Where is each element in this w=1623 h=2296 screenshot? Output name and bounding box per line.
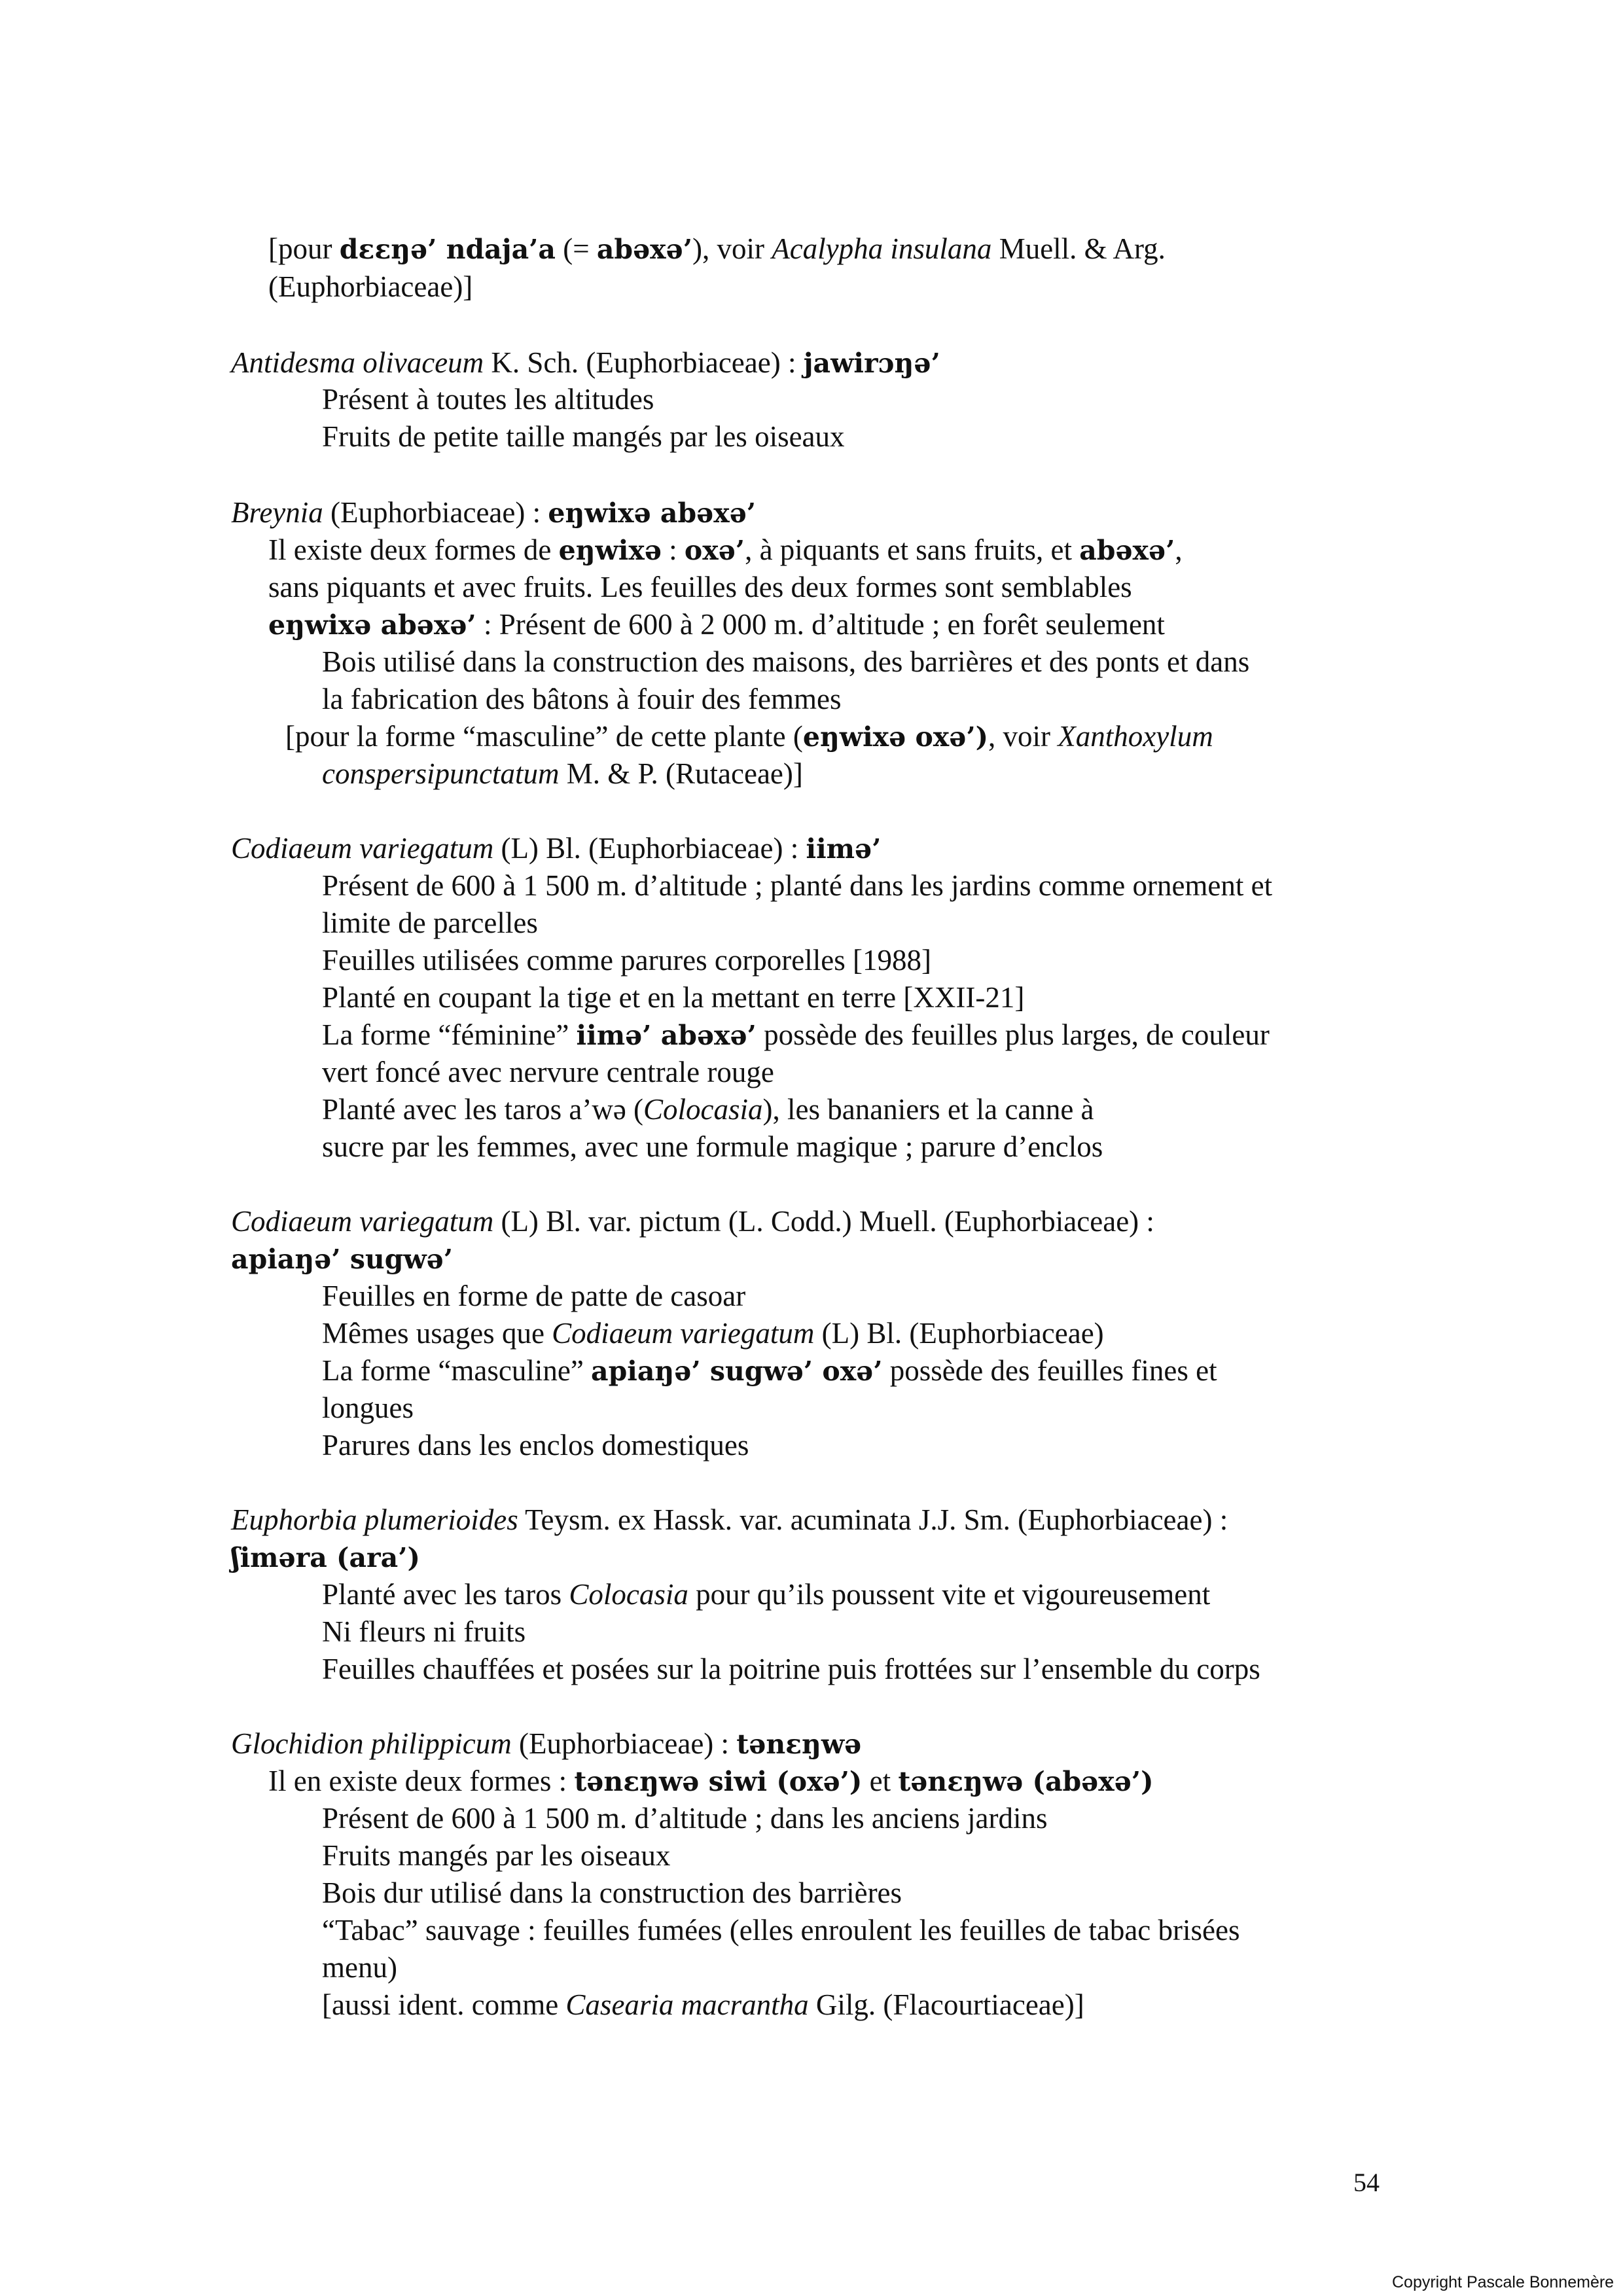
entry-breynia-line-4: Bois utilisé dans la construction des maisons, des barrières et des ponts et dans bbox=[322, 645, 1250, 678]
entry-breynia-line-6: [pour la forme “masculine” de cette plante (eŋwixə oxə’), voir Xanthoxylum bbox=[285, 720, 1213, 753]
entry-codiaeum-line-2: limite de parcelles bbox=[322, 906, 538, 939]
copyright-notice: Copyright Pascale Bonnemère bbox=[1392, 2273, 1614, 2291]
entry-codiaeum-line-4: Planté en coupant la tige et en la mettant en terre [XXII-21] bbox=[322, 981, 1025, 1014]
entry-antidesma-line-2: Fruits de petite taille mangés par les oiseaux bbox=[322, 420, 845, 453]
entry-breynia-line-1: Il existe deux formes de eŋwixə : oxə’, à piquants et sans fruits, et abəxə’, bbox=[268, 533, 1183, 566]
entry-antidesma-heading: Antidesma olivaceum K. Sch. (Euphorbiaceae) : jawirɔŋə’ bbox=[231, 346, 940, 379]
entry-glochidion-line-6: menu) bbox=[322, 1951, 397, 1984]
entry-breynia-line-2: sans piquants et avec fruits. Les feuilles des deux formes sont semblables bbox=[268, 571, 1132, 603]
entry-codiaeum-pictum-heading: Codiaeum variegatum (L) Bl. var. pictum (L. Codd.) Muell. (Euphorbiaceae) : bbox=[231, 1205, 1154, 1238]
entry-glochidion-line-4: Bois dur utilisé dans la construction des barrières bbox=[322, 1876, 902, 1909]
entry-breynia-line-3: eŋwixə abəxə’ : Présent de 600 à 2 000 m. d’altitude ; en forêt seulement bbox=[268, 608, 1165, 641]
entry-antidesma-line-1: Présent à toutes les altitudes bbox=[322, 383, 654, 416]
entry-dceena-ref-line-2: (Euphorbiaceae)] bbox=[268, 270, 473, 303]
entry-euphorbia-line-3: Feuilles chauffées et posées sur la poitrine puis frottées sur l’ensemble du corps bbox=[322, 1653, 1260, 1685]
entry-codiaeum-pictum-line-5: Parures dans les enclos domestiques bbox=[322, 1429, 749, 1462]
entry-codiaeum-line-7: Planté avec les taros a’wə (Colocasia), les bananiers et la canne à bbox=[322, 1093, 1094, 1126]
entry-glochidion-line-5: “Tabac” sauvage : feuilles fumées (elles enroulent les feuilles de tabac brisées bbox=[322, 1914, 1240, 1946]
entry-codiaeum-pictum-line-3: La forme “masculine” apiaŋə’ sugwə’ oxə’ possède des feuilles fines et bbox=[322, 1354, 1217, 1387]
entry-euphorbia-heading-2: ʃiməra (ara’) bbox=[231, 1542, 420, 1573]
entry-glochidion-line-7: [aussi ident. comme Casearia macrantha Gilg. (Flacourtiaceae)] bbox=[322, 1988, 1084, 2021]
entry-glochidion-heading: Glochidion philippicum (Euphorbiaceae) : tənɛŋwə bbox=[231, 1727, 862, 1760]
entry-glochidion-line-3: Fruits mangés par les oiseaux bbox=[322, 1839, 671, 1872]
entry-breynia-heading: Breynia (Euphorbiaceae) : eŋwixə abəxə’ bbox=[231, 496, 757, 529]
entry-codiaeum-pictum-heading-2: apiaŋə’ sugwə’ bbox=[231, 1244, 454, 1275]
entry-codiaeum-line-8: sucre par les femmes, avec une formule magique ; parure d’enclos bbox=[322, 1130, 1103, 1163]
entry-codiaeum-heading: Codiaeum variegatum (L) Bl. (Euphorbiaceae) : iimə’ bbox=[231, 832, 882, 865]
entry-breynia-line-5: la fabrication des bâtons à fouir des femmes bbox=[322, 683, 842, 715]
entry-euphorbia-line-2: Ni fleurs ni fruits bbox=[322, 1615, 526, 1648]
entry-codiaeum-line-3: Feuilles utilisées comme parures corporelles [1988] bbox=[322, 944, 931, 977]
entry-codiaeum-line-1: Présent de 600 à 1 500 m. d’altitude ; planté dans les jardins comme ornement et bbox=[322, 869, 1273, 902]
entry-euphorbia-line-1: Planté avec les taros Colocasia pour qu’ils poussent vite et vigoureusement bbox=[322, 1578, 1211, 1611]
entry-glochidion-line-2: Présent de 600 à 1 500 m. d’altitude ; dans les anciens jardins bbox=[322, 1802, 1048, 1835]
entry-dceena-ref-line-1: [pour dɛɛŋə’ ndaja’a (= abəxə’), voir Acalypha insulana Muell. & Arg. bbox=[268, 232, 1166, 265]
entry-glochidion-line-1: Il en existe deux formes : tənɛŋwə siwi (oxə’) et tənɛŋwə (abəxə’) bbox=[268, 1765, 1154, 1797]
entry-codiaeum-pictum-line-4: longues bbox=[322, 1391, 414, 1424]
entry-codiaeum-pictum-line-1: Feuilles en forme de patte de casoar bbox=[322, 1280, 746, 1312]
entry-breynia-line-7: conspersipunctatum M. & P. (Rutaceae)] bbox=[322, 757, 803, 790]
entry-codiaeum-line-6: vert foncé avec nervure centrale rouge bbox=[322, 1056, 774, 1088]
entry-euphorbia-heading: Euphorbia plumerioides Teysm. ex Hassk. var. acuminata J.J. Sm. (Euphorbiaceae) : bbox=[231, 1503, 1228, 1536]
page-number: 54 bbox=[1353, 2168, 1380, 2197]
entry-codiaeum-line-5: La forme “féminine” iimə’ abəxə’ possède des feuilles plus larges, de couleur bbox=[322, 1018, 1270, 1051]
entry-codiaeum-pictum-line-2: Mêmes usages que Codiaeum variegatum (L) Bl. (Euphorbiaceae) bbox=[322, 1317, 1104, 1350]
